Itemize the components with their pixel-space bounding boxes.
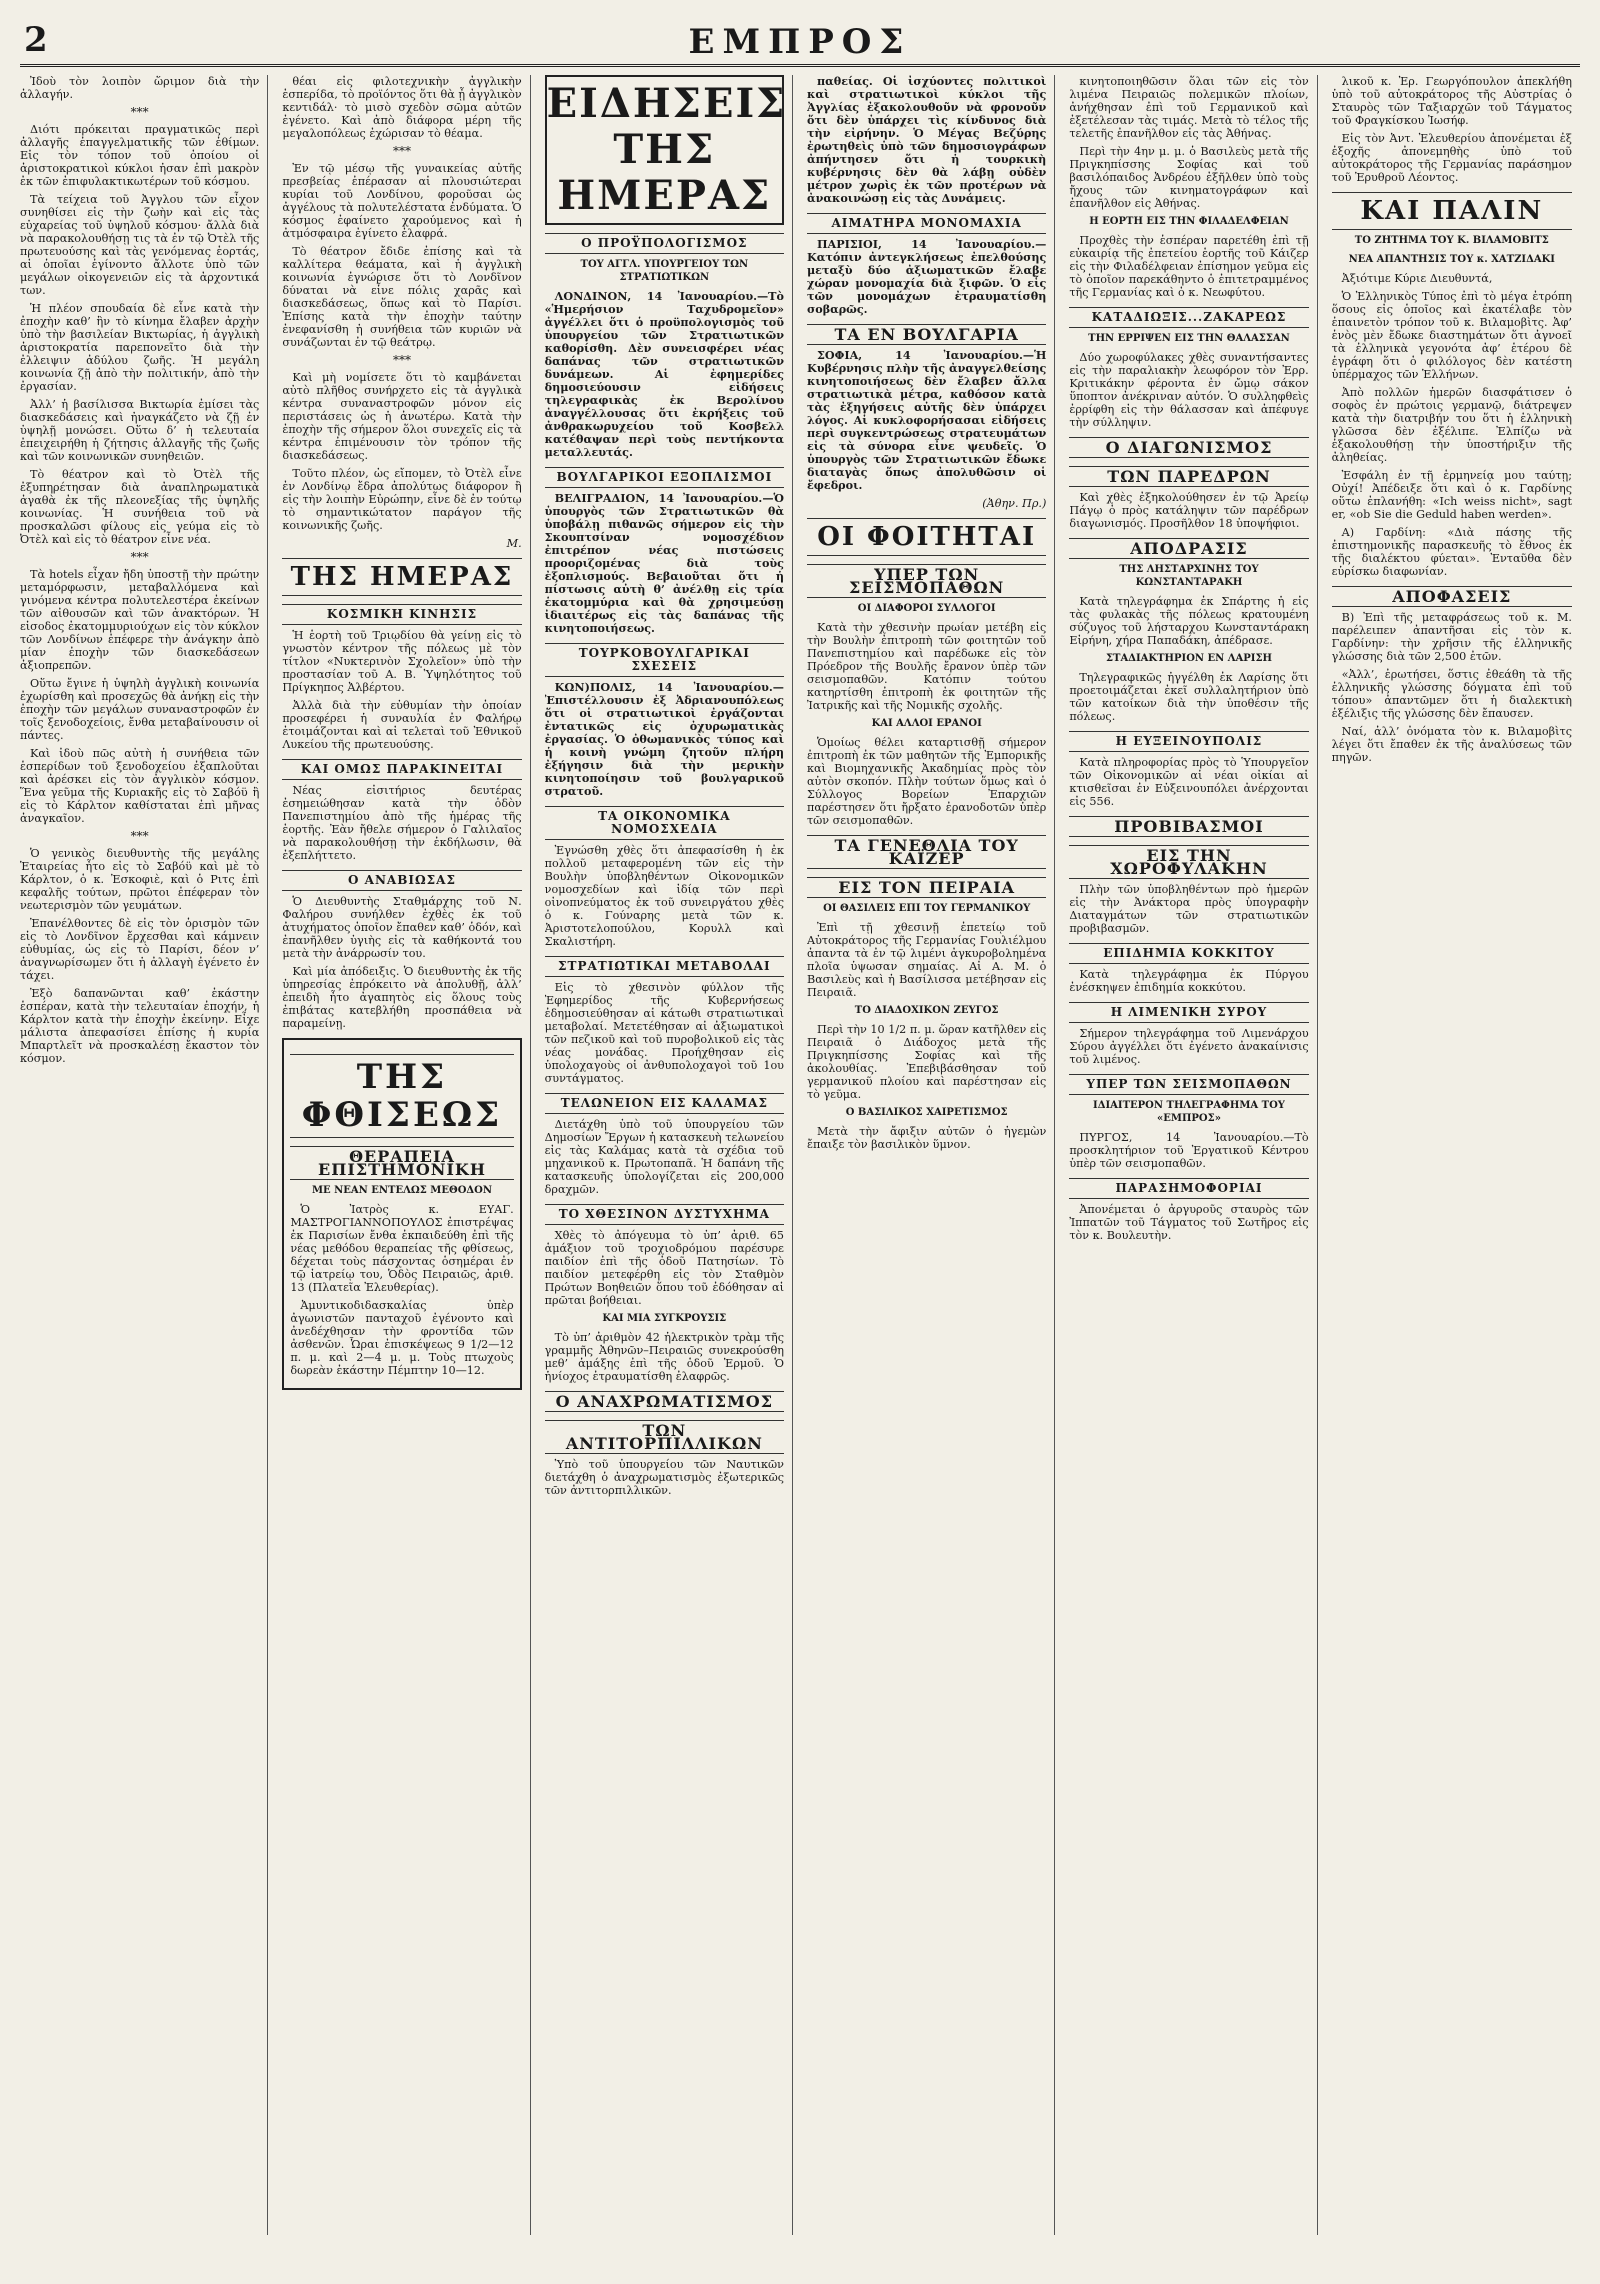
- article-paragraph: Χθὲς τὸ ἀπόγευμα τὸ ὑπ’ ἀριθ. 65 ἁμάξιον τοῦ τροχιοδρόμου παρέσυρε παιδίον ἐπὶ τῆς ὁδοῦ Πατησίων. Τὸ παιδίον μετεφέρθη εἰς τὸν Σταθμὸν Πρώτων Βοηθειῶν ὅπου τοῦ ἐδόθησαν αἱ πρῶται βοήθειαι.: [544, 1229, 784, 1307]
- article-paragraph: Β) Ἐπὶ τῆς μεταφράσεως τοῦ κ. Μ. παρέλειπεν ἀπαντῆσαι εἰς τὸν κ. Γαρδίνην: τὴν χρῆσιν τῆς ἑλληνικῆς γλώσσης διὰ τῶν 2,500 ἐτῶν.: [1331, 611, 1572, 663]
- article-paragraph: Καὶ μὴ νομίσετε ὅτι τὸ καμβάνεται αὐτὸ πλῆθος συνήρχετο εἰς τὰ ἀγγλικὰ κέντρα συναναστροφῶν μόνον εἰς περιστάσεις ὡς ἡ ἀνωτέρω. Κατὰ τὴν ἐποχὴν τῆς σήμερον ὅλοι συνεχεῖς εἰς τὰ κέντρα ἐπιμένουσιν τὸν τρόπον τῆς διασκεδάσεως.: [282, 371, 522, 462]
- article-paragraph: Ἐγνώσθη χθὲς ὅτι ἀπεφασίσθη ἡ ἐκ πολλοῦ μεταφερομένη τῶν εἰς τὴν Βουλὴν ὑποβληθέντων Οἰκονομικῶν νομοσχεδίων καὶ ἰδίᾳ τῶν περὶ οἰνοπνεύματος ἐκ τοῦ συνειργάτου χθὲς ὁ κ. Γούναρης μετὰ τῶν κ. Ἀριστοτελοπούλου, Κορυλλ καὶ Σκαλιστήρη.: [544, 844, 784, 948]
- news-heading: Ο ΑΝΑΧΡΩΜΑΤΙΣΜΟΣ: [545, 1391, 784, 1412]
- article-paragraph: Ἀπονέμεται ὁ ἀργυροῦς σταυρὸς τῶν Ἰππατῶν τοῦ Τάγματος τοῦ Σωτῆρος εἰς τὸν κ. Βουλευτὴν.: [1069, 1203, 1309, 1242]
- article-paragraph: Ἐσφάλη ἐν τῇ ἑρμηνείᾳ μου ταύτῃ; Οὐχί! Ἀπέδειξε ὅτι καὶ ὁ κ. Γαρδίνης οὕτω ἐπλανήθη: «Ich weiss nicht», sagt er, «ob Sie die Geduld haben werden».: [1331, 469, 1572, 521]
- article-paragraph: Σήμερον τηλεγράφημα τοῦ Λιμενάρχου Σύρου ἀγγέλλει ὅτι ἐγένετο ἀνακαίνισις τοῦ λιμένος.: [1069, 1027, 1309, 1066]
- news-heading: ΤΟ ΧΘΕΣΙΝΟΝ ΔΥΣΤΥΧΗΜΑ: [545, 1204, 784, 1225]
- news-heading: ΕΠΙΔΗΜΙΑ ΚΟΚΚΙΤΟΥ: [1069, 943, 1308, 964]
- article-paragraph: Ὑπὸ τοῦ ὑπουργείου τῶν Ναυτικῶν διετάχθη ὁ ἀναχρωματισμὸς ἐξωτερικῶς τῶν ἀντιτορπιλλικῶν.: [544, 1458, 784, 1497]
- article-paragraph: Τὰ hotels εἶχαν ἤδη ὑποστῇ τὴν πρώτην μεταμόρφωσιν, μεταβαλλόμενα καὶ γινόμενα κέντρα πολυτελεστέρα ἐκείνων τῶν αἰθουσῶν καὶ τῶν ἀνακτόρων. Ἡ εἰσοδος ἐκατομμυριούχων εἰς τὸν κύκλον τῶν Λονδίνων ἐπέφερε τὴν ἀνάγκην ἀπὸ μίαν ἐποχὴν τῶν διασκεδάσεων ἀξιοπρεπῶν.: [20, 568, 260, 672]
- news-subheading: ΚΑΙ ΑΛΛΟΙ ΕΡΑΝΟΙ: [871, 718, 982, 729]
- article-paragraph: Ὁ Διευθυντὴς Σταθμάρχης τοῦ Ν. Φαλήρου συνήλθεν ἐχθὲς ἐκ τοῦ ἀτυχήματος ὁποῖον ἔπαθεν καθ’ ὁδόν, καὶ ἐπανῆλθεν ὑγιὴς εἰς τὰ καθήκοντά του μετὰ τὴν ἀνάρρωσίν του.: [282, 895, 522, 960]
- column-3: [545, 75, 793, 2235]
- article-paragraph: Καὶ ἰδοὺ πῶς αὐτὴ ἡ συνήθεια τῶν ἑσπερίδων τοῦ ξενοδοχείου ἐξαπλοῦται καὶ ἀρέσκει εἰς τὸν ἀγγλικὸν κόσμον. Ἕνα γεῦμα τῆς Κυριακῆς εἰς τὸ Σαβόϋ ἢ εἰς τὸ Κάρλτον καθίσταται ἐπὶ μῆνας ἀναγκαῖον.: [20, 747, 260, 825]
- article-paragraph: παθείας. Οἱ ἰσχύοντες πολιτικοὶ καὶ στρατιωτικοὶ κύκλοι τῆς Ἀγγλίας ἐξακολουθοῦν νὰ φρονοῦν ὅτι δὲν ὑπάρχει τὶς κίνδυνος διὰ τὴν εἰρήνην. Ὁ Μέγας Βεζύρης ἐρωτηθεὶς ὑπὸ τῶν δημοσιογράφων ἀπήντησεν ὅτι ἡ τουρκικὴ κυβέρνησις δὲν θὰ λάβῃ οὐδὲν μέτρον χωρὶς ἐκ τῶν προτέρων νὰ ἀνακοινώσῃ εἰς τὰς Δυνάμεις.: [806, 75, 1047, 205]
- article-paragraph: Εἰς τὸν Ἀντ. Ἐλευθερίου ἀπονέμεται ἐξ ἐξοχῆς ἀπονεμηθὴς ὑπὸ τοῦ αὐτοκράτορος τῆς Γερμανίας παράσημον τοῦ Ἐρυθροῦ Λέοντος.: [1331, 132, 1572, 184]
- column-6: [1332, 75, 1580, 2235]
- article-paragraph: Περὶ τὴν 10 1/2 π. μ. ὥραν κατῆλθεν εἰς Πειραιᾶ ὁ Διάδοχος μετὰ τῆς Πριγκηπίσσης Σοφίας καὶ τῆς ἀκολουθίας. Ἐπεβιβάσθησαν τοῦ γερμανικοῦ πλοίου καὶ παρέστησαν εἰς τὸ γεῦμα.: [806, 1023, 1047, 1101]
- news-subheading: ΚΑΙ ΜΙΑ ΣΥΓΚΡΟΥΣΙΣ: [602, 1313, 727, 1324]
- news-heading: ΑΠΟΦΑΣΕΙΣ: [1332, 586, 1572, 607]
- ad-paragraph: Ἀμυντικοδιδασκαλίας ὑπὲρ ἀγωνιστῶν πανταχοῦ ἐγένοντο καὶ ἀνεδέχθησαν τὴν φροντίδα τῶν ἀσθενῶν. Ὧραι ἐπισκέψεως 9 1/2—12 π. μ. καὶ 2—4 μ. μ. Τοὺς πτωχοὺς δωρεὰν ἑκάστην Πέμπτην 10—12.: [290, 1299, 514, 1377]
- news-subheading: ΟΙ ΘΑΣΙΛΕΙΣ ΕΠΙ ΤΟΥ ΓΕΡΜΑΝΙΚΟΥ: [823, 903, 1031, 914]
- newspaper-title: ΕΜΠΡΟΣ: [688, 22, 912, 62]
- article-paragraph: Ἡ ἑορτὴ τοῦ Τριῳδίου θὰ γείνῃ εἰς τὸ γνωστὸν κέντρον τῆς πόλεως μὲ τὸν τίτλον «Νυκτερινὸν Σχολεῖον» ὑπὸ τὴν προστασίαν τοῦ Α. Β. Ὑψηλότητος τοῦ Πρίγκηπος Ἀλβέρτου.: [282, 629, 522, 694]
- newspaper-page: [20, 20, 1580, 2240]
- separator-stars: ***: [392, 144, 411, 158]
- ad-subtitle: ΘΕΡΑΠΕΙΑ ΕΠΙΣΤΗΜΟΝΙΚΗ: [290, 1146, 513, 1180]
- article-paragraph: Ὁ Ἐλληνικὸς Τύπος ἐπὶ τὸ μέγα ἐτρόπη ὅσους εἰς ὁποῖος καὶ ἐκατέλαβε τὸν ἐπαινετὸν τρόπον τοῦ κ. Βιλαμοβὶτς. Ἀφ’ ἑνὸς μὲν ἔδωκε διαστημάτων ὅτι ἀγνοεῖ τὰ ἐλληνικὰ γεγονότα ἀφ’ ἑτέρου δὲ ἐγράφη ὅτι ὁ φιλόλογος δὲν κατέστη ὑπέρμαχος τῶν Ἑλλήνων.: [1331, 290, 1572, 381]
- article-paragraph: Δύο χωροφύλακες χθὲς συναντήσαντες εἰς τὴν παραλιακὴν λεωφόρον τὸν Ἐρρ. Κριτικάκην φέροντα ἐν ὤμῳ σάκον ὕποπτον ἀνέκριναν αὐτόν. Ὁ συλληφθεὶς ἐρρίφθη εἰς τὴν θάλασσαν καὶ ἀπέφυγε τὴν σύλληψιν.: [1069, 351, 1309, 429]
- article-paragraph: Προχθὲς τὴν ἑσπέραν παρετέθη ἐπὶ τῇ εὐκαιρίᾳ τῆς ἐπετείου ἑορτῆς τοῦ Κάιζερ εἰς τὴν Φιλαδέλφειαν ἐπίσημον γεῦμα εἰς τὸ ὁποῖον παρεκάθηντο ὁ ἐπιτετραμμένος τῆς Γερμανίας καὶ ὁ κ. Νεωφύτου.: [1069, 234, 1309, 299]
- news-heading: ΚΑΤΑΔΙΩΞΙΣ...ΖΑΚΑΡΕΩΣ: [1069, 307, 1308, 328]
- article-paragraph: Ἀλλὰ διὰ τὴν εὐθυμίαν τὴν ὁποίαν προσεφέρει ἡ συναυλία ἐν Φαλήρῳ ἐτοιμάζονται καὶ αἱ τελεταὶ τοῦ Ἐθνικοῦ Λυκείου τῆς πρωτευούσης.: [282, 699, 522, 751]
- article-paragraph: ΠΑΡΙΣΙΟΙ, 14 Ἰανουαρίου.—Κατόπιν ἀντεγκλήσεως ἐπελθούσης μεταξὺ δύο ἀξιωματικῶν ἔλαβε χώραν μονομαχία διὰ ξιφῶν. Ὁ εἷς τῶν μονομάχων ἐτραυματίσθη σοβαρῶς.: [806, 237, 1047, 316]
- news-subheading: ΙΔΙΑΙΤΕΡΟΝ ΤΗΛΕΓΡΑΦΗΜΑ ΤΟΥ «ΕΜΠΡΟΣ»: [1093, 1100, 1285, 1124]
- news-heading: ΤΑ ΕΝ ΒΟΥΛΓΑΡΙΑ: [807, 324, 1046, 345]
- article-paragraph: Νέας εἰσιτήριος δευτέρας ἐσημειώθησαν κατὰ τὴν ὁδὸν Πανεπιστημίου ἀπὸ τῆς ἡμέρας τῆς ἑορτῆς. Ἐὰν ἤθελε σήμερον ὁ Γαλιλαῖος νὰ παρακολουθήσῃ τὴν ἐκδήλωσιν, θὰ ἐξεπλήττετο.: [282, 784, 522, 862]
- article-paragraph: Οὕτω ἔγινε ἡ ὑψηλὴ ἀγγλικὴ κοινωνία ἐχωρίσθη καὶ προσεχῶς θὰ ἀνήκῃ εἰς τὴν ἐποχὴν τῶν μεγάλων συναναστροφῶν ἐν τοῖς ξενοδοχείοις, ἔνθα μεταβαίνουσιν οἱ πάντες.: [20, 677, 260, 742]
- article-paragraph: Ἰδοὺ τὸν λοιπὸν ὥριμον διὰ τὴν ἀλλαγήν.: [20, 75, 260, 101]
- separator-stars: ***: [130, 105, 149, 119]
- news-heading: ΚΑΙ ΠΑΛΙΝ: [1332, 192, 1572, 230]
- article-paragraph: Ὁμοίως θέλει καταρτισθῇ σήμερον ἐπιτροπὴ ἐκ τῶν μαθητῶν τῆς Ἐμπορικῆς καὶ Βιομηχανικῆς Ἀκαδημίας πρὸς τὸν αὐτὸν σκοπόν. Πλὴν τούτων ὅμως καὶ ὁ Σύλλογος Βορείων Ἐπαρχιῶν παρέστησεν ὅτι ἤρξατο ἐρανοδοτῶν ὑπὲρ τῶν σεισμοπαθῶν.: [806, 736, 1047, 827]
- article-paragraph: Μετὰ τὴν ἄφιξιν αὐτῶν ὁ ἡγεμὼν ἔπαιξε τὸν βασιλικὸν ὕμνον.: [806, 1125, 1047, 1151]
- news-subheading: ΤΟ ΖΗΤΗΜΑ ΤΟΥ Κ. ΒΙΛΑΜΟΒΙΤΣ: [1354, 235, 1549, 246]
- column-4: [807, 75, 1055, 2235]
- article-paragraph: Τὸ θέατρον καὶ τὸ Ὀτὲλ τῆς ἐξυπηρέτησαν διὰ ἀναπληρωματικὰ ἀγαθὰ ἐκ τῆς πλεονεξίας τῆς ὑψηλῆς κοινωνίας. Ἡ συνήθεια τοῦ νὰ προσκαλῶσι φίλους εἰς γεύμα εἰς τὸ Ὀτὲλ καὶ εἰς τὸ θέατρον εἶνε νέα.: [20, 468, 260, 546]
- article-paragraph: Καὶ χθὲς ἐξηκολούθησεν ἐν τῷ Ἀρείῳ Πάγῳ ὁ πρὸς κατάληψιν τῶν παρέδρων διαγωνισμός. Προσῆλθον 18 ὑποψήφιοι.: [1069, 491, 1309, 530]
- news-heading: Η ΕΥΞΕΙΝΟΥΠΟΛΙΣ: [1069, 731, 1308, 752]
- article-paragraph: ΒΕΛΙΓΡΑΔΙΟΝ, 14 Ἰανουαρίου.—Ὁ ὑπουργὸς τῶν Στρατιωτικῶν θὰ ὑποβάλῃ πιθανῶς σήμερον εἰς τὴν Σκουπτσίναν νομοσχέδιον ἐπιτρέπον νέας πιστώσεις προοριζομένας διὰ τοὺς ἐξοπλισμούς. Βεβαιοῦται ὅτι ἡ πίστωσις αὐτὴ θ’ ἀνέλθῃ εἰς τρία ἑκατομμύρια καὶ θὰ χρησιμεύσῃ ἰδιαιτέρως εἰς τὰς δαπάνας τῆς κινητοποιήσεως.: [544, 491, 784, 635]
- article-paragraph: «Ἀλλ’, ἐρωτήσει, ὅστις ἐθεάθη τὰ τῆς ἑλληνικῆς γλώσσης δόγματα ἐπὶ τοῦ τόπου» ἀπαντῶμεν ὅτι ἡ διαλεκτικὴ ἐξέλιξις τῆς γλώσσης δὲν ἔπαυσεν.: [1331, 668, 1572, 720]
- article-paragraph: θέαι εἰς φιλοτεχνικὴν ἀγγλικὴν ἑσπερίδα, τὸ προϊόντος ὅτι θὰ ᾖ ἀγγλικὸν κεντιδάλ· τὸ μισὸ σχεδὸν σῶμα αὐτῶν ἐγένετο. Καὶ ἀπὸ διάφορα μέρη τῆς μεγαλοπόλεως ἐχώρισαν τὸ θέαμα.: [282, 75, 522, 140]
- ad-subtitle: ΜΕ ΝΕΑΝ ΕΝΤΕΛΩΣ ΜΕΘΟΔΟΝ: [311, 1185, 493, 1196]
- news-heading: ΚΟΣΜΙΚΗ ΚΙΝΗΣΙΣ: [282, 604, 521, 625]
- article-paragraph: Κατὰ τηλεγράφημα ἐκ Σπάρτης ἡ εἰς τὰς φυλακὰς τῆς πόλεως κρατουμένη σύζυγος τοῦ λήσταρχου Κωνσταντάρακη Εἰρήνη, χήρα Παπαδάκη, ἀπέδρασε.: [1069, 595, 1309, 647]
- separator-stars: ***: [392, 353, 411, 367]
- masthead: [20, 20, 1580, 67]
- news-subheading: ΤΟ ΔΙΑΔΟΧΙΚΟΝ ΖΕΥΓΟΣ: [854, 1005, 999, 1016]
- article-paragraph: Τὸ ὑπ’ ἀριθμὸν 42 ἠλεκτρικὸν τρὰμ τῆς γραμμῆς Ἀθηνῶν–Πειραιῶς συνεκρούσθη μεθ’ ἁμάξης ἐπὶ τῆς ὁδοῦ Ἑρμοῦ. Ὁ ἡνίοχος ἐτραυματίσθη ἐλαφρῶς.: [544, 1331, 784, 1383]
- news-heading: Ο ΠΡΟΫΠΟΛΟΓΙΣΜΟΣ: [545, 233, 784, 254]
- news-heading: ΤΑ ΟΙΚΟΝΟΜΙΚΑ ΝΟΜΟΣΧΕΔΙΑ: [545, 806, 784, 840]
- article-paragraph: κινητοποιηθῶσιν ὅλαι τῶν εἰς τὸν λιμένα Πειραιῶς πολεμικῶν πλοίων, ἀνήχθησαν ἐπὶ τοῦ Γερμανικοῦ καὶ ἐξετέλεσαν τὰς τιμάς. Μετὰ τὸ τέλος τῆς τελετῆς ἐπανῆλθον εἰς τὰς Ἀθήνας.: [1069, 75, 1309, 140]
- news-heading: Η ΛΙΜΕΝΙΚΗ ΣΥΡΟΥ: [1069, 1002, 1308, 1023]
- article-paragraph: Ἐπὶ τῇ χθεσινῇ ἐπετείῳ τοῦ Αὐτοκράτορος τῆς Γερμανίας Γουλιέλμου ἀπαντα τὰ ἐν τῷ λιμένι ἀγκυροβολημένα πλοῖα ὑψωσαν σημαίας. Αἱ Α. Μ. ὁ Βασιλεὺς καὶ ἡ Βασίλισσα μετέβησαν εἰς Πειραιᾶ.: [806, 921, 1047, 999]
- news-heading: ΤΟΥΡΚΟΒΟΥΛΓΑΡΙΚΑΙ ΣΧΕΣΕΙΣ: [545, 643, 784, 677]
- article-paragraph: Κατὰ τηλεγράφημα ἐκ Πύργου ἐνέσκηψεν ἐπιδημία κοκκύτου.: [1069, 968, 1309, 994]
- article-paragraph: Κατὰ τὴν χθεσινὴν πρωίαν μετέβη εἰς τὴν Βουλὴν ἐπιτροπὴ τῶν φοιτητῶν τοῦ Πανεπιστημίου καὶ παρέδωκε εἰς τὸν Πρόεδρον τῆς Βουλῆς ἔρανον ὑπὲρ τῶν σεισμοπαθῶν. Κατόπιν τούτου κατηρτίσθη ἐπιτροπὴ ἐκ φοιτητῶν τῆς Ἰατρικῆς καὶ τῆς Νομικῆς σχολῆς.: [806, 621, 1047, 712]
- news-heading: Ο ΑΝΑΒΙΩΣΑΣ: [282, 870, 521, 891]
- article-paragraph: Ναί, ἀλλ’ ὀνόματα τὸν κ. Βιλαμοβὶτς λέγει ὅτι ἔπαθεν ἐκ τῆς ἀναλύσεως τῶν πηγῶν.: [1331, 725, 1572, 764]
- article-paragraph: ΣΟΦΙΑ, 14 Ἰανουαρίου.—Ἡ Κυβέρνησις πλὴν τῆς ἀναγγελθείσης κινητοποιήσεως δὲν ἔλαβεν ἄλλα στρατιωτικὰ μέτρα, καθόσον κατὰ τὰς ἐξηγήσεις αὐτῆς δὲν ὑπάρχει λόγος. Αἱ κυκλοφορήσασαι εἰδήσεις περὶ συγκεντρώσεως στρατευμάτων εἰς τὰ σύνορα εἶνε ψευδεῖς. Ὁ ὑπουργὸς τῶν Στρατιωτικῶν ἔδωκε διαταγὰς ὅπως ἀπολυθῶσιν οἱ ἔφεδροι.: [806, 348, 1047, 492]
- article-paragraph: Τοῦτο πλέον, ὡς εἴπομεν, τὸ Ὀτὲλ εἶνε ἐν Λονδίνῳ ἔδρα ἀπολύτως διάφορον ἢ εἰς τὴν λοιπὴν Εὐρώπην, εἶνε δὲ ἐν τούτῳ τὸ σημαντικώτατον παράγον τῆς κοινωνικῆς ζωῆς.: [282, 467, 522, 532]
- article-paragraph: Εἰς τὸ χθεσινὸν φύλλον τῆς Ἐφημερίδος τῆς Κυβερνήσεως ἐδημοσιεύθησαν αἱ κάτωθι στρατιωτικαὶ μεταβολαί. Μετετέθησαν αἱ ἀξιωματικοὶ τῶν πεζικοῦ καὶ τοῦ πυροβολικοῦ εἰς τὰς νέας μονάδας. Προήχθησαν εἰς ὑπολοχαγοὺς οἱ ἀνθυπολοχαγοὶ τοῦ 1ου συντάγματος.: [544, 981, 784, 1085]
- column-2: [282, 75, 530, 2235]
- article-paragraph: Ὁ γενικὸς διευθυντὴς τῆς μεγάλης Ἑταιρείας ἦτο εἰς τὸ Σαβόϋ καὶ μὲ τὸ Κάρλτον, ὁ κ. Ἐσκοφιὲ, καὶ ὁ Ριτς ἐπὶ κεφαλῆς τούτων, πρῶτοι ἐπέφεραν τὸν νεωτερισμὸν τῶν γευμάτων.: [20, 847, 260, 912]
- news-subheading: Ο ΒΑΣΙΛΙΚΟΣ ΧΑΙΡΕΤΙΣΜΟΣ: [845, 1107, 1008, 1118]
- news-heading: ΣΤΡΑΤΙΩΤΙΚΑΙ ΜΕΤΑΒΟΛΑΙ: [545, 956, 784, 977]
- news-heading: ΒΟΥΛΓΑΡΙΚΟΙ ΕΞΟΠΛΙΣΜΟΙ: [545, 467, 784, 488]
- news-heading: ΑΙΜΑΤΗΡΑ ΜΟΝΟΜΑΧΙΑ: [807, 213, 1046, 234]
- news-heading: ΤΩΝ ΠΑΡΕΔΡΩΝ: [1069, 466, 1308, 487]
- news-heading: ΠΡΟΒΙΒΑΣΜΟΙ: [1069, 816, 1308, 837]
- article-paragraph: Ἐπανέλθοντες δὲ εἰς τὸν ὁρισμὸν τῶν εἰς τὸ Λονδῖνον ἔρχεσθαι καὶ κάμνειν εὐθυμίας, ὡς εἰς τὸ Παρίσι, δέον ν’ ἀναγνωρίσωμεν ὅτι ἡ ἀλλαγὴ ἐγένετο ἐν τάχει.: [20, 917, 260, 982]
- article-paragraph: Ἡ πλέον σπουδαία δὲ εἶνε κατὰ τὴν ἐποχὴν καθ’ ἣν τὸ κίνημα ἔλαβεν ἀρχὴν ὑπὸ τὴν βασιλείαν Βικτωρίας, ἡ ἀγγλικὴ ἀριστοκρατία παρεπονεῖτο διὰ τὴν ἐλλειψιν ἀδύλου ζωῆς. Ἡ μεγάλη κοινωνία ζῇ ἀπὸ τὴν πολιτικήν, ἀπὸ τὴν ἐργασίαν.: [20, 302, 260, 393]
- article-paragraph: Περὶ τὴν 4ην μ. μ. ὁ Βασιλεὺς μετὰ τῆς Πριγκηπίσσης Σοφίας καὶ τοῦ βασιλόπαιδος Ἀνδρέου ἐξῆλθεν ὑπὸ τοὺς ἤχους τῶν κινηματογράφων καὶ ἐπανῆλθον εἰς Ἀθήνας.: [1069, 145, 1309, 210]
- news-subheading: ΤΗΣ ΛΗΣΤΑΡΧΙΝΗΣ ΤΟΥ ΚΩΝΣΤΑΝΤΑΡΑΚΗ: [1119, 564, 1259, 588]
- section-heading: ΤΗΣ ΗΜΕΡΑΣ: [282, 558, 521, 596]
- column-5: [1069, 75, 1317, 2235]
- news-heading: ΠΑΡΑΣΗΜΟΦΟΡΙΑΙ: [1069, 1178, 1308, 1199]
- advertisement: [282, 1038, 521, 1390]
- news-heading: ΚΑΙ ΟΜΩΣ ΠΑΡΑΚΙΝΕΙΤΑΙ: [282, 759, 521, 780]
- news-heading: ΥΠΕΡ ΤΩΝ ΣΕΙΣΜΟΠΑΘΩΝ: [1069, 1074, 1308, 1095]
- news-heading: ΥΠΕΡ ΤΩΝ ΣΕΙΣΜΟΠΑΘΩΝ: [807, 564, 1046, 598]
- column-1: [20, 75, 268, 2235]
- article-paragraph: Ἀλλ’ ἡ βασίλισσα Βικτωρία ἐμίσει τὰς διασκεδάσεις καὶ ἠναγκάζετο νὰ ζῇ ἐν ὑψηλῇ μονώσει. Οὕτω δ’ ἡ τελευταία ἐπειχειρήθη ἡ ζήτησις ἀλλαγῆς τῆς ζωῆς καὶ τῶν κοινωνικῶν συνηθειῶν.: [20, 398, 260, 463]
- article-paragraph: Καὶ μία ἀπόδειξις. Ὁ διευθυντὴς ἐκ τῆς ὑπηρεσίας ἐπρόκειτο νὰ ἀπολυθῇ, ἀλλ’ ἐπειδὴ ἦτο ἀγαπητὸς εἰς ὅλους τοὺς ἐπιβάτας κατεβλήθη προσπάθεια νὰ παραμείνῃ.: [282, 965, 522, 1030]
- news-subheading: ΝΕΑ ΑΠΑΝΤΗΣΙΣ ΤΟΥ κ. ΧΑΤΖΙΔΑΚΙ: [1348, 254, 1555, 265]
- ad-paragraph: Ὁ Ἰατρὸς κ. ΕΥΑΓ. ΜΑΣΤΡΟΓΙΑΝΝΟΠΟΥΛΟΣ ἐπιστρέψας ἐκ Παρισίων ἔνθα ἐκπαιδεύθη ἐπὶ τῆς νέας μεθόδου θεραπείας τῆς φθίσεως, δέχεται τοὺς πάσχοντας ὁσημέραι ἐν τῷ ἰατρείῳ του, Ὁδὸς Πειραιῶς, ἀριθ. 13 (Πλατεῖα Ἐλευθερίας).: [290, 1203, 514, 1294]
- article-paragraph: λικοῦ κ. Ἐρ. Γεωργόπουλον ἀπεκλήθη ὑπὸ τοῦ αὐτοκράτορος τῆς Αὐστρίας ὁ Σταυρὸς τῶν Ταξιαρχῶν τοῦ Τάγματος τοῦ Φραγκίσκου Ἰωσήφ.: [1331, 75, 1572, 127]
- news-subheading: ΟΙ ΔΙΑΦΟΡΟΙ ΣΥΛΛΟΓΟΙ: [857, 603, 996, 614]
- separator-stars: ***: [130, 829, 149, 843]
- news-heading: ΤΑ ΓΕΝΕΘΛΙΑ ΤΟΥ ΚΑΪΖΕΡ: [807, 835, 1046, 869]
- letter-salutation: Ἀξιότιμε Κύριε Διευθυντά,: [1341, 272, 1493, 285]
- news-heading: ΑΠΟΔΡΑΣΙΣ: [1069, 538, 1308, 559]
- article-paragraph: ΛΟΝΔΙΝΟΝ, 14 Ἰανουαρίου.—Τὸ «Ἡμερήσιον Ταχυδρομεῖον» ἀγγέλλει ὅτι ὁ προϋπολογισμὸς τοῦ ὑπουργείου τῶν Στρατιωτικῶν καθορίσθη. Δὲν συνεισφέρει νέας δαπάνας τῶν στρατιωτικῶν δυνάμεων. Αἱ ἐφημερίδες δημοσιεύουσιν εἰδήσεις τηλεγραφικὰς ἐκ Βερολίνου ἀναγγέλλουσας ὅτι ἐκρήξεις τοῦ ἀνθρακωρυχείου τοῦ Κοσβελλ κατέθαψαν περὶ τοὺς πεντήκοντα μεταλλευτάς.: [544, 289, 784, 459]
- article-signature: Μ.: [506, 537, 522, 550]
- separator-stars: ***: [130, 550, 149, 564]
- article-paragraph: ΠΥΡΓΟΣ, 14 Ἰανουαρίου.—Τὸ προσκλητήριον τοῦ Ἐργατικοῦ Κέντρου ὑπὲρ τῶν σεισμοπαθῶν.: [1069, 1131, 1309, 1170]
- article-paragraph: Τὰ τείχεια τοῦ Ἀγγλου τῶν εἶχον συνηθίσει εἰς τὴν ζωὴν καὶ εἰς τὰς εὐχαρείας τοῦ ὑψηλοῦ κόσμου· ἄλλὰ διὰ νὰ παρακολουθήσῃ τις τὰ ἐν τῷ Ὀτὲλ τῆς πρωτευούσης καὶ τὰς γενόμενας ἑορτάς, αἱ ὁποῖαι ἐγίνοντο ἄλλοτε ὑπὸ τῶν μεγάλων οἰκογενειῶν εἰς τὰ ἀρχοντικά των.: [20, 193, 260, 297]
- ad-title: ΤΗΣ ΦΘΙΣΕΩΣ: [290, 1054, 513, 1138]
- article-paragraph: ΚΩΝ)ΠΟΛΙΣ, 14 Ἰανουαρίου.—Ἐπιστέλλουσιν ἐξ Ἀδριανουπόλεως ὅτι οἱ στρατιωτικοὶ ἐργάζονται ἐντατικῶς εἰς ὀχυρωματικὰς ἐργασίας. Ὁ ὀθωμανικὸς τύπος καὶ ἡ κοινὴ γνώμη ζητοῦν πλήρη ἐξήγησιν διὰ τὴν μερικὴν κινητοποίησιν τοῦ βουλγαρικοῦ στρατοῦ.: [544, 680, 784, 798]
- article-paragraph: Τηλεγραφικῶς ἠγγέλθη ἐκ Λαρίσης ὅτι προετοιμάζεται ἐκεῖ συλλαλητήριον ὑπὸ τῶν κατοίκων διὰ τὴν ὑποθέσιν τῆς πόλεως.: [1069, 671, 1309, 723]
- news-subheading: Η ΕΟΡΤΗ ΕΙΣ ΤΗΝ ΦΙΛΑΔΕΛΦΕΙΑΝ: [1089, 216, 1289, 227]
- news-subheading: ΣΤΑΔΙΑΚΤΗΡΙΟΝ ΕΝ ΛΑΡΙΣΗ: [1105, 653, 1273, 664]
- news-heading: ΕΙΣ ΤΟΝ ΠΕΙΡΑΙΑ: [807, 877, 1046, 898]
- news-heading: ΟΙ ΦΟΙΤΗΤΑΙ: [807, 518, 1046, 556]
- news-heading: Ο ΔΙΑΓΩΝΙΣΜΟΣ: [1069, 437, 1308, 458]
- article-paragraph: Α) Γαρδίνη: «Διὰ πάσης τῆς ἐπιστημονικῆς παρασκευῆς τὸ ἔθνος ἐκ τῆς διαλέκτου φύεται». Ἐνταῦθα δὲν εὑρίσκω διαφωνίαν.: [1331, 526, 1572, 578]
- news-subheading: ΤΟΥ ΑΓΓΛ. ΥΠΟΥΡΓΕΙΟΥ ΤΩΝ ΣΤΡΑΤΙΩΤΙΚΩΝ: [580, 259, 749, 283]
- article-paragraph: Κατὰ πληροφορίας πρὸς τὸ Ὑπουργεῖον τῶν Οἰκονομικῶν αἱ νέαι οἰκίαι αἱ κτισθεῖσαι ἐν Εὐξεινουπόλει ἀνέρχονται εἰς 556.: [1069, 756, 1309, 808]
- article-paragraph: Διότι πρόκειται πραγματικῶς περὶ ἀλλαγῆς ἐπαγγελματικῆς τῶν ἐθίμων. Εἰς τὸν τόπον τοῦ ὁποίου οἱ ἀριστοκρατικοὶ κύκλοι ἠσαν ἐπὶ μακρὸν ἐκ τῶν ἐπιφυλακτικωτέρων τοῦ κόσμου.: [20, 123, 260, 188]
- news-heading: ΤΩΝ ΑΝΤΙΤΟΡΠΙΛΛΙΚΩΝ: [545, 1420, 784, 1454]
- article-paragraph: Διετάχθη ὑπὸ τοῦ ὑπουργείου τῶν Δημοσίων Ἔργων ἡ κατασκευὴ τελωνείου εἰς τὰς Καλάμας κατὰ τὰ σχέδια τοῦ μηχανικοῦ κ. Πρωτοπαπᾶ. Ἡ δαπάνη τῆς κατασκευῆς ὑπολογίζεται εἰς 200,000 δραχμῶν.: [544, 1118, 784, 1196]
- article-source: (Ἀθην. Πρ.): [982, 497, 1047, 510]
- article-paragraph: Πλὴν τῶν ὑποβληθέντων πρὸ ἡμερῶν εἰς τὴν Ἀνάκτορα πρὸς ὑπογραφὴν Διαταγμάτων τῶν στρατιωτικῶν προβιβασμῶν.: [1069, 883, 1309, 935]
- news-heading: ΕΙΣ ΤΗΝ ΧΩΡΟΦΥΛΑΚΗΝ: [1069, 845, 1308, 879]
- article-paragraph: Ἀπὸ πολλῶν ἡμερῶν διασφάτισεν ὁ σοφὸς ἐν πρώτοις γερμανῷ, διάτρεψεν κατὰ τὴν διατριβήν του ὅτι ἡ ἑλληνικὴ γλῶσσα δὲν ἐξέλιπε. Ἐλπίζω νὰ ἐξακολουθήσῃ τὴν ὑποστήριξιν τῆς ἀληθείας.: [1331, 386, 1572, 464]
- columns: [20, 75, 1580, 2235]
- news-heading: ΤΕΛΩΝΕΙΟΝ ΕΙΣ ΚΑΛΑΜΑΣ: [545, 1093, 784, 1114]
- article-paragraph: Ἐξὸ δαπανῶνται καθ’ ἑκάστην ἑσπέραν, κατὰ τὴν τελευταίαν ἐποχήν, ἡ Κάρλτον κατὰ τὴν ἐποχὴν ἐκείνην. Εἶχε μάλιστα ἀπεφασίσει ἐπίσης ἡ κυρία Μπαρτλεῖτ νὰ προσκαλέσῃ ἔκαστον τὸν κόσμον.: [20, 987, 260, 1065]
- page-number: 2: [24, 20, 48, 60]
- news-subheading: ΤΗΝ ΕΡΡΙΨΕΝ ΕΙΣ ΤΗΝ ΘΑΛΑΣΣΑΝ: [1088, 333, 1290, 344]
- article-paragraph: Ἐν τῷ μέσῳ τῆς γυναικείας αὐτῆς πρεσβείας ἐπέρασαν αἱ πλουσιώτεραι κυρίαι τοῦ Λονδίνου, φοροῦσαι ὡς ἀγγέλους τὰ πολυτελέστατα ἐνδύματα. Ὁ κόσμος ἐφαίνετο χαρούμενος καὶ ἡ ἀτμόσφαιρα ἐγίνετο ἐλαφρά.: [282, 162, 522, 240]
- article-paragraph: Τὸ θέατρον ἔδιδε ἐπίσης καὶ τὰ καλλίτερα θεάματα, καὶ ἡ ἀγγλικὴ κοινωνία ἐγνώρισε ὅτι τὸ Λονδῖνον δύναται νὰ εἶνε πόλις χαρᾶς καὶ διασκεδάσεως, ὅπως καὶ τὸ Παρίσι. Ἐπίσης κατὰ τὴν ἐποχὴν ταύτην ἐνεφανίσθη ἡ συνήθεια τῶν κυριῶν νὰ συνάζωνται ἐν τῷ θεάτρῳ.: [282, 245, 522, 349]
- news-of-the-day-title: ΕΙΔΗΣΕΙΣ ΤΗΣ ΗΜΕΡΑΣ: [545, 75, 784, 225]
